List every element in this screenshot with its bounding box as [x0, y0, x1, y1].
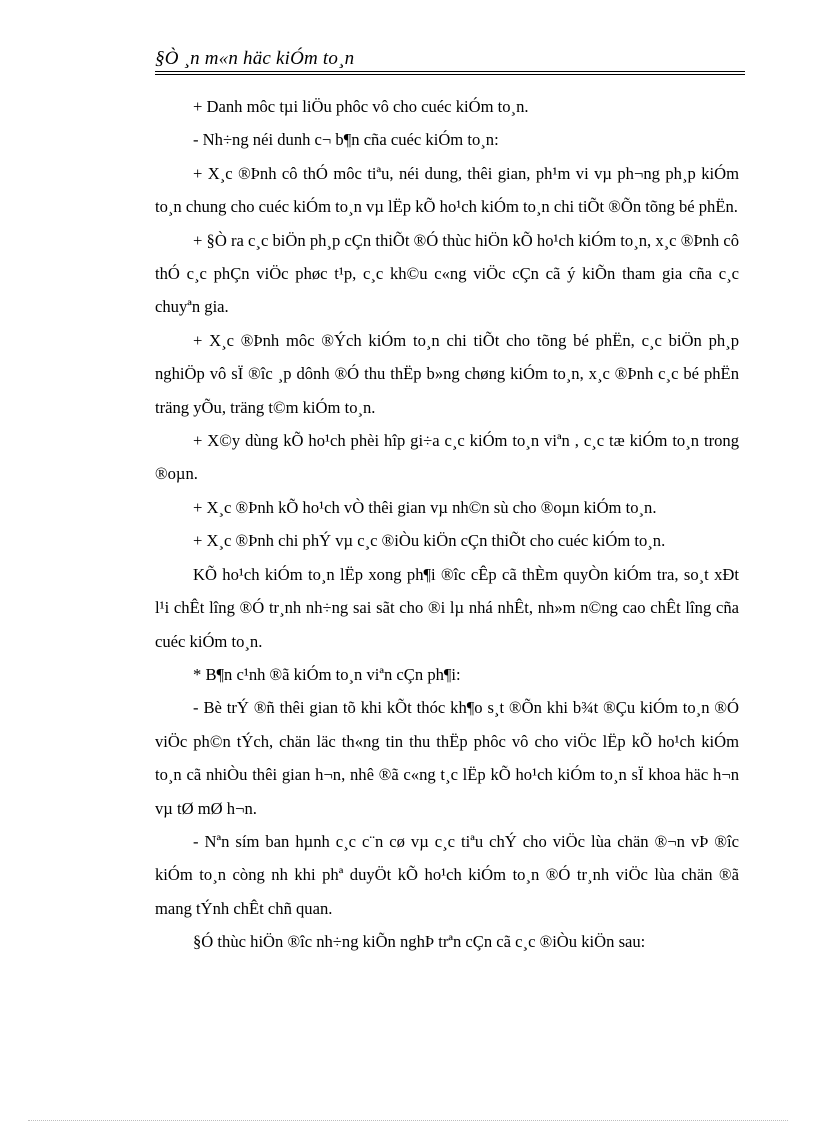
- header-title: §Ò ¸n m«n häc kiÓm to¸n: [155, 48, 355, 69]
- page-bottom-border: [28, 1120, 788, 1121]
- paragraph-12: - Nªn sím ban hµnh c¸c c¨n cø vµ c¸c tiªu chÝ cho viÖc lùa chän ®¬n vÞ ®îc kiÓm to¸n còng nh khi phª duyÖt kÕ ho¹ch kiÓm to¸n ®Ó tr¸nh viÖc lùa chän ®ã mang tÝnh chÊt chñ quan.: [155, 831, 739, 918]
- paragraph-6: + X©y dùng kÕ ho¹ch phèi hîp gi÷a c¸c kiÓm to¸n viªn , c¸c tæ kiÓm to¸n trong ®oµn.: [155, 431, 739, 484]
- paragraph-3: + X¸c ®Þnh cô thÓ môc tiªu, néi dung, thêi gian, ph¹m vi vµ ph¬ng ph¸p kiÓm to¸n chung cho cuéc kiÓm to¸n vµ lËp kÕ ho¹ch kiÓm to¸n chi tiÕt ®Õn tõng bé phËn.: [155, 163, 739, 217]
- paragraph-10: * B¶n c¹nh ®ã kiÓm to¸n viªn cÇn ph¶i:: [193, 664, 461, 684]
- paragraph-9: KÕ ho¹ch kiÓm to¸n lËp xong ph¶i ®îc cÊp cã thÈm quyÒn kiÓm tra, so¸t xÐt l¹i chÊt lîng ®Ó tr¸nh nh÷ng sai sãt cho ®i lµ nhá nhÊt, nh»m n©ng cao chÊt lîng cña cuéc kiÓm to¸n.: [155, 564, 739, 651]
- header-rule: [155, 71, 745, 72]
- paragraph-7: + X¸c ®Þnh kÕ ho¹ch vÒ thêi gian vµ nh©n sù cho ®oµn kiÓm to¸n.: [193, 497, 657, 517]
- paragraph-5: + X¸c ®Þnh môc ®Ých kiÓm to¸n chi tiÕt cho tõng bé phËn, c¸c biÖn ph¸p nghiÖp vô sÏ ®îc ¸p dônh ®Ó thu thËp b»ng chøng kiÓm to¸n, x¸c ®Þnh c¸c bé phËn träng yÕu, träng t©m kiÓm to¸n.: [155, 330, 739, 417]
- paragraph-8: + X¸c ®Þnh chi phÝ vµ c¸c ®iÒu kiÖn cÇn thiÕt cho cuéc kiÓm to¸n.: [193, 531, 666, 551]
- paragraph-11: - Bè trÝ ®ñ thêi gian tõ khi kÕt thóc kh¶o s¸t ®Õn khi b¾t ®Çu kiÓm to¸n ®Ó viÖc ph©n tÝch, chän läc th«ng tin thu thËp phôc vô cho viÖc lËp kÕ ho¹ch kiÓm to¸n cã nhiÒu thêi gian h¬n, nhê ®ã c«ng t¸c lËp kÕ ho¹ch kiÓm to¸n sÏ khoa häc h¬n vµ tØ mØ h¬n.: [155, 698, 739, 818]
- paragraph-13: §Ó thùc hiÖn ®îc nh÷ng kiÕn nghÞ trªn cÇn cã c¸c ®iÒu kiÖn sau:: [193, 932, 646, 952]
- header-rule-double: [155, 74, 745, 75]
- page-header: [155, 48, 745, 74]
- paragraph-2: - Nh÷ng néi dunh c¬ b¶n cña cuéc kiÓm to¸n:: [193, 130, 499, 150]
- paragraph-1: + Danh môc tµi liÖu phôc vô cho cuéc kiÓm to¸n.: [193, 97, 529, 116]
- paragraph-4: + §Ò ra c¸c biÖn ph¸p cÇn thiÕt ®Ó thùc hiÖn kÕ ho¹ch kiÓm to¸n, x¸c ®Þnh cô thÓ c¸c phÇn viÖc phøc t¹p, c¸c kh©u c«ng viÖc cÇn cã ý kiÕn tham gia cña c¸c chuyªn gia.: [155, 230, 739, 317]
- document-body: [155, 90, 739, 959]
